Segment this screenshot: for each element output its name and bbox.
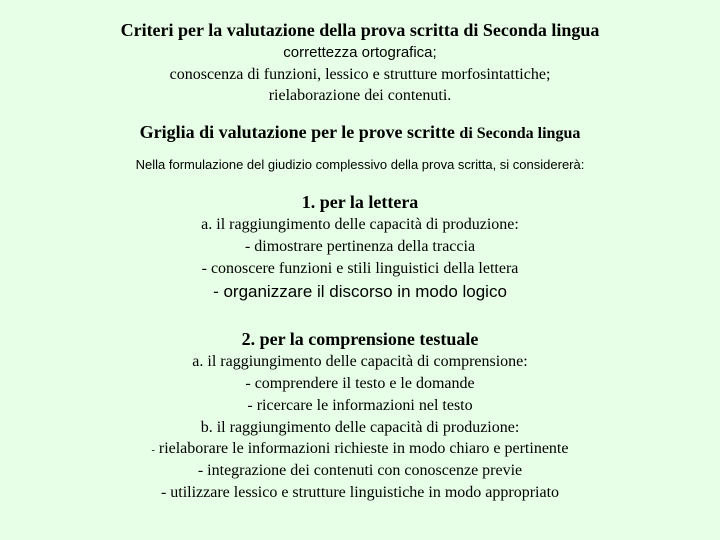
section1-item: - organizzare il discorso in modo logico: [213, 282, 507, 301]
section2-item: a. il raggiungimento delle capacità di comprensione:: [192, 353, 528, 370]
section2-item: - integrazione dei contenuti con conoscenze previe: [197, 462, 523, 479]
criterion-line: correttezza ortografica;: [283, 44, 437, 61]
page-title: Criteri per la valutazione della prova scritta di Seconda lingua: [120, 20, 600, 40]
grid-title: [0, 123, 720, 142]
grid-title-tail: di Seconda lingua: [459, 125, 581, 142]
criterion-line: rielaborazione dei contenuti.: [268, 87, 452, 104]
section2-heading: 2. per la comprensione testuale: [241, 329, 479, 349]
section2-item: b. il raggiungimento delle capacità di produzione:: [200, 419, 520, 436]
section1-heading: 1. per la lettera: [301, 192, 419, 212]
section1-item: - dimostrare pertinenza della traccia: [244, 238, 476, 255]
section1-item: - conoscere funzioni e stili linguistici della lettera: [201, 260, 519, 277]
criterion-line: conoscenza di funzioni, lessico e strutture morfosintattiche;: [169, 66, 551, 83]
section2-item: - comprendere il testo e le domande: [245, 375, 475, 392]
rielaborare-text: rielaborare le informazioni richieste in modo chiaro e pertinente: [158, 440, 569, 457]
small-dash: -: [151, 445, 155, 456]
section1-item: a. il raggiungimento delle capacità di produzione:: [201, 216, 519, 233]
grid-title-main: Griglia di valutazione per le prove scritte: [139, 122, 455, 142]
section2-item: [0, 441, 720, 457]
section2-item: - utilizzare lessico e strutture linguistiche in modo appropriato: [160, 484, 560, 501]
grid-intro: Nella formulazione del giudizio complessivo della prova scritta, si considererà:: [135, 157, 585, 172]
section2-item: - ricercare le informazioni nel testo: [247, 397, 473, 414]
